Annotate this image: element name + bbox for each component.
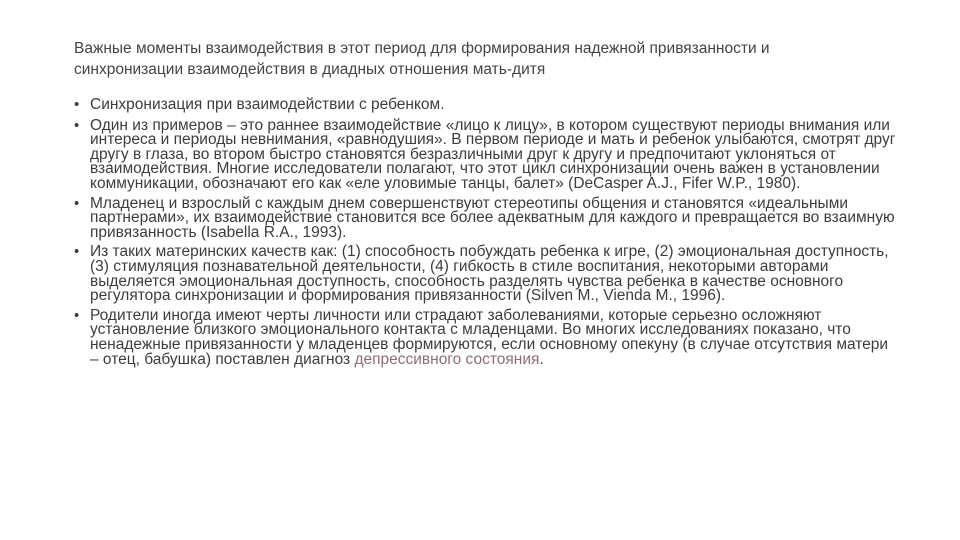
bullet-item — [74, 245, 896, 303]
bullet-list — [74, 98, 896, 372]
bullet-item — [74, 116, 896, 192]
bullet-item — [74, 194, 896, 241]
slide-title — [74, 38, 904, 80]
bullet-text: Один из примеров – это раннее взаимодействие «лицо к лицу», в котором существуют периоды внимания или интереса и периоды невнимания, «равнодушия». В первом периоде и мать и ребенок улыбаются, смотрят друг другу в глаза, во втором быстро становятся безразличными друг к другу и предпочитают уклоняться от взаимодействия. Многие исследователи полагают, что этот цикл синхронизации очень важен в установлении коммуникации, обозначают его как «еле уловимые танцы, балет» (DeCasper A.J., Fifer W.P., 1980). — [90, 116, 896, 192]
bullet-text: Родители иногда имеют черты личности или страдают заболеваниями, которые серьезно осложняют установление близкого эмоционального контакта с младенцами. Во многих исследованиях показано, что ненадежные привязанности у младенцев формируются, если основному опекуну (в случае отсутствия матери – отец, бабушка) поставлен диагноз — [90, 306, 889, 368]
bullet-icon: • — [74, 306, 80, 324]
depression-link[interactable]: депрессивного состояния — [354, 350, 540, 368]
bullet-text: Младенец и взрослый с каждым днем совершенствуют стереотипы общения и становятся «идеальными партнерами», их взаимодействие становится все более адекватным для каждого и превращается во взаимную привязанность (Isabella R.A., 1993). — [90, 194, 895, 241]
bullet-item — [74, 306, 896, 368]
bullet-text: Из таких материнских качеств как: (1) способность побуждать ребенка к игре, (2) эмоциональная доступность, (3) стимуляция познавательной деятельности, (4) гибкость в стиле воспитания, некоторыми авторами выделяется эмоциональная доступность, способность разделять чувства ребенка в качестве основного регулятора синхронизации и формирования привязанности (Silven M., Vienda M., 1996). — [90, 243, 889, 305]
bullet-icon: • — [74, 194, 80, 212]
bullet-icon: • — [74, 96, 80, 113]
title-line-2: синхронизации взаимодействия в диадных отношения мать-дитя — [74, 61, 546, 78]
bullet-item — [74, 98, 896, 113]
title-line-1: Важные моменты взаимодействия в этот период для формирования надежной привязанности и — [74, 40, 770, 57]
bullet-icon: • — [74, 116, 80, 134]
bullet-tail: . — [539, 350, 544, 368]
bullet-icon: • — [74, 243, 80, 261]
bullet-text: Синхронизация при взаимодействии с ребенком. — [90, 96, 445, 113]
